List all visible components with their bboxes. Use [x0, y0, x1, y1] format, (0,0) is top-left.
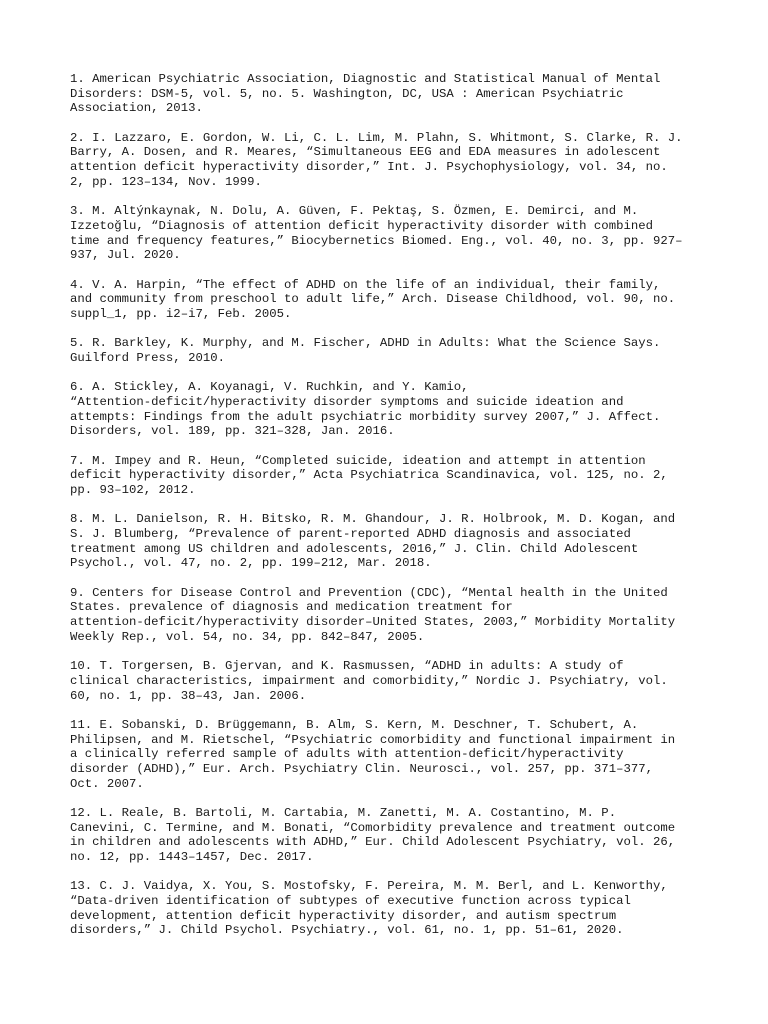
reference-item-4: 4. V. A. Harpin, “The effect of ADHD on the life of an individual, their family, and community from preschool to adult life,” Arch. Disease Childhood, vol. 90, no. suppl_1, pp. i2–i7, Feb. 2005.	[70, 277, 676, 321]
reference-item-10: 10. T. Torgersen, B. Gjervan, and K. Rasmussen, “ADHD in adults: A study of clinical characteristics, impairment and comorbidity,” Nordic J. Psychiatry, vol. 60, no. 1, pp. 38–43, Jan. 2006.	[70, 659, 668, 703]
reference-item-13: 13. C. J. Vaidya, X. You, S. Mostofsky, F. Pereira, M. M. Berl, and L. Kenworthy, “Data-driven identification of subtypes of executive function across typical development, attention deficit hyperactivity disorder, and autism spectrum disorders,” J. Child Psychol. Psychiatry., vol. 61, no. 1, pp. 51–61, 2020.	[70, 879, 668, 938]
reference-item-7: 7. M. Impey and R. Heun, “Completed suicide, ideation and attempt in attention deficit hyperactivity disorder,” Acta Psychiatrica Scandinavica, vol. 125, no. 2, pp. 93–102, 2012.	[70, 453, 668, 498]
reference-item-2: 2. I. Lazzaro, E. Gordon, W. Li, C. L. Lim, M. Plahn, S. Whitmont, S. Clarke, R. J. Barry, A. Dosen, and R. Meares, “Simultaneous EEG and EDA measures in adolescent attention deficit hyperactivity disorder,” Int. J. Psychophysiology, vol. 34, no. 2, pp. 123–134, Nov. 1999.	[70, 130, 683, 189]
reference-item-3: 3. M. Altýnkaynak, N. Dolu, A. Güven, F. Pektaş, S. Özmen, E. Demirci, and M. Izzetoğlu, “Diagnosis of attention deficit hyperactivity disorder with combined time and frequency features,” Biocybernetics Biomed. Eng., vol. 40, no. 3, pp. 927– 937, Jul. 2020.	[70, 204, 683, 263]
reference-item-5: 5. R. Barkley, K. Murphy, and M. Fischer, ADHD in Adults: What the Science Says. Guilford Press, 2010.	[70, 336, 661, 365]
reference-item-6: 6. A. Stickley, A. Koyanagi, V. Ruchkin, and Y. Kamio, “Attention-deficit/hyperactivity disorder symptoms and suicide ideation and attempts: Findings from the adult psychiatric morbidity survey 2007,” J. Affect. Disorders, vol. 189, pp. 321–328, Jan. 2016.	[70, 380, 661, 439]
reference-list	[70, 72, 710, 953]
reference-item-9: 9. Centers for Disease Control and Prevention (CDC), “Mental health in the United States. prevalence of diagnosis and medication treatment for attention-deficit/hyperactivity disorder–United States, 2003,” Morbidity Mortality Weekly Rep., vol. 54, no. 34, pp. 842–847, 2005.	[70, 585, 676, 644]
reference-item-8: 8. M. L. Danielson, R. H. Bitsko, R. M. Ghandour, J. R. Holbrook, M. D. Kogan, and S. J. Blumberg, “Prevalence of parent-reported ADHD diagnosis and associated treatment among US children and adolescents, 2016,” J. Clin. Child Adolescent Psychol., vol. 47, no. 2, pp. 199–212, Mar. 2018.	[70, 512, 676, 571]
reference-item-12: 12. L. Reale, B. Bartoli, M. Cartabia, M. Zanetti, M. A. Costantino, M. P. Canevini, C. Termine, and M. Bonati, “Comorbidity prevalence and treatment outcome in children and adolescents with ADHD,” Eur. Child Adolescent Psychiatry, vol. 26, no. 12, pp. 1443–1457, Dec. 2017.	[70, 805, 676, 865]
reference-item-1: 1. American Psychiatric Association, Diagnostic and Statistical Manual of Mental Disorders: DSM-5, vol. 5, no. 5. Washington, DC, USA : American Psychiatric Association, 2013.	[70, 72, 661, 116]
reference-item-11: 11. E. Sobanski, D. Brüggemann, B. Alm, S. Kern, M. Deschner, T. Schubert, A. Philipsen, and M. Rietschel, “Psychiatric comorbidity and functional impairment in a clinically referred sample of adults with attention-deficit/hyperactivity disorder (ADHD),” Eur. Arch. Psychiatry Clin. Neurosci., vol. 257, pp. 371–377, Oct. 2007.	[70, 717, 676, 791]
